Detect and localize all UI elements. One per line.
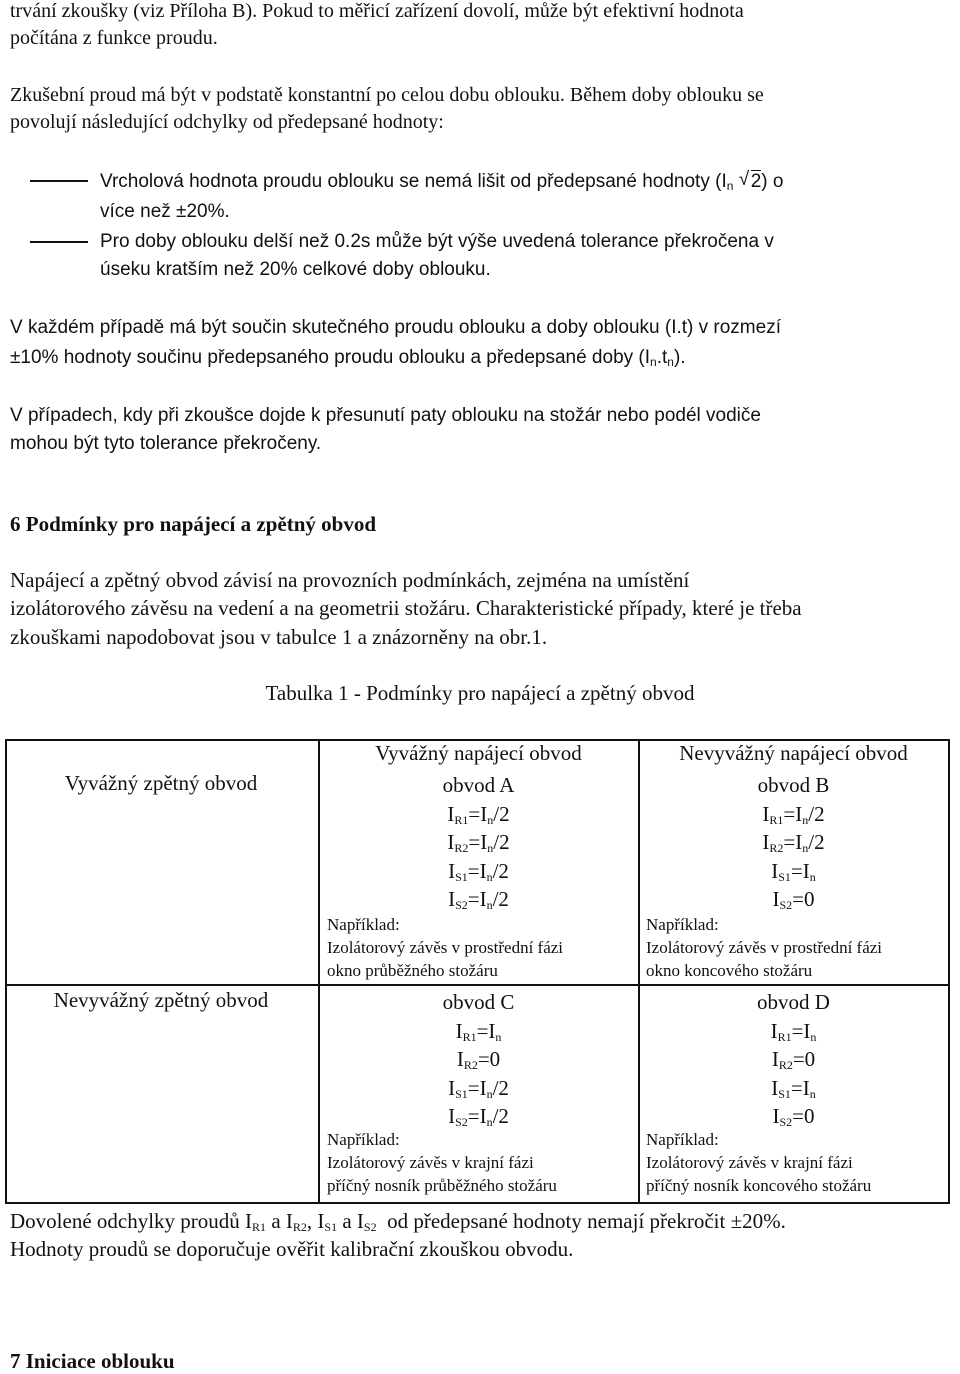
subscript: S2	[779, 1115, 793, 1129]
subscript: n	[667, 355, 674, 369]
paragraph-line: izolátorového závěsu na vedení a na geometrii stožáru. Charakteristické případy, které je třeba	[10, 596, 802, 620]
paragraph-line: Napájecí a zpětný obvod závisí na provozních podmínkách, zejména na umístění	[10, 568, 690, 592]
paragraph-line: V případech, kdy při zkoušce dojde k přesunutí paty oblouku na stožár nebo podél vodiče	[10, 405, 761, 426]
formula	[319, 828, 638, 857]
subscript: n	[486, 869, 493, 884]
bullet-item-1	[100, 168, 783, 195]
formula-eq: =I	[467, 887, 487, 911]
example-c	[327, 1128, 557, 1197]
subscript: n	[810, 1029, 817, 1044]
bullet-text: Vrcholová hodnota proudu oblouku se nemá lišit od předepsané hodnoty (I	[100, 171, 727, 192]
subscript: R1	[252, 1220, 267, 1234]
formula-symbol: I	[771, 858, 779, 883]
example-text: okno průběžného stožáru	[327, 961, 498, 980]
text: a I	[266, 1209, 293, 1233]
example-text: Izolátorový závěs v prostřední fázi	[646, 938, 883, 957]
formula-symbol: I	[448, 858, 456, 883]
cell-circuit-c	[319, 988, 638, 1131]
sqrt-radicand: 2	[750, 171, 762, 192]
formula-symbol: I	[772, 1104, 780, 1128]
subscript: n	[650, 355, 657, 369]
formula-eq: =0	[792, 1047, 816, 1071]
formula-eq: =I	[467, 858, 487, 883]
text: ±10% hodnoty součinu předepsaného proudu oblouku a předepsané doby (I	[10, 347, 651, 368]
text: ).	[673, 347, 686, 368]
formula-symbol: I	[448, 1104, 456, 1128]
formula-symbol: I	[448, 887, 456, 911]
table-border	[5, 1202, 950, 1204]
subscript: S1	[455, 869, 468, 884]
row-header: Vyvážný zpětný obvod	[64, 771, 258, 795]
example-a	[327, 913, 563, 982]
formula	[639, 800, 948, 829]
formula-eq: =I	[783, 801, 803, 826]
section-heading: 6 Podmínky pro napájecí a zpětný obvod	[10, 512, 376, 536]
formula-symbol: I	[770, 1018, 778, 1043]
subscript: S2	[363, 1220, 377, 1234]
subscript: n	[809, 1086, 816, 1101]
subscript: R2	[463, 1058, 478, 1072]
subscript: R2	[769, 841, 784, 855]
formula-eq: =0	[792, 887, 815, 911]
subscript: R2	[454, 841, 469, 855]
formula-eq: =0	[792, 1104, 815, 1128]
formula	[639, 885, 948, 914]
subscript: R2	[778, 1058, 793, 1072]
example-label: Například:	[646, 915, 719, 934]
formula-eq: =I	[791, 1018, 811, 1043]
subscript: R2	[292, 1220, 307, 1234]
formula	[639, 1017, 948, 1046]
cell-circuit-a	[319, 771, 638, 914]
example-text: okno koncového stožáru	[646, 961, 813, 980]
cell-title: obvod A	[442, 773, 515, 797]
subscript: n	[486, 1086, 493, 1101]
formula	[639, 1074, 948, 1103]
bullet-item-2-cont: úseku kratším než 20% celkové doby oblouku.	[100, 259, 491, 280]
column-header: Vyvážný napájecí obvod	[375, 741, 582, 765]
column-header: Nevyvážný napájecí obvod	[679, 741, 908, 765]
formula	[639, 857, 948, 886]
formula-tail: /2	[492, 887, 509, 911]
paragraph-line: povolují následující odchylky od předepsané hodnoty:	[10, 111, 444, 133]
example-text: Izolátorový závěs v krajní fázi	[327, 1153, 534, 1172]
formula	[639, 828, 948, 857]
paragraph-line: trvání zkoušky (viz Příloha B). Pokud to měřicí zařízení dovolí, může být efektivní hodnota	[10, 0, 744, 22]
table-border	[5, 984, 950, 986]
example-text: Izolátorový závěs v krajní fázi	[646, 1153, 853, 1172]
example-text: Izolátorový závěs v prostřední fázi	[327, 938, 564, 957]
row-header: Nevyvážný zpětný obvod	[53, 988, 269, 1012]
example-b	[646, 913, 882, 982]
formula-eq: =I	[467, 1104, 487, 1128]
subscript: S2	[455, 1115, 468, 1129]
formula-tail: /2	[808, 830, 825, 854]
formula-eq: =I	[783, 830, 803, 854]
cell-title: obvod C	[442, 990, 515, 1014]
formula-tail: /2	[492, 1104, 509, 1128]
subscript: S1	[778, 869, 791, 884]
formula-symbol: I	[448, 1075, 456, 1100]
subscript: S2	[455, 898, 468, 912]
formula-symbol: I	[456, 1047, 464, 1071]
formula-eq: =I	[467, 1075, 487, 1100]
bullet-item-1-cont: více než ±20%.	[100, 201, 230, 222]
subscript: S1	[455, 1086, 468, 1101]
paragraph-line: Hodnoty proudů se doporučuje ověřit kalibrační zkouškou obvodu.	[10, 1237, 574, 1261]
subscript: S2	[779, 898, 793, 912]
sqrt-symbol	[739, 168, 762, 195]
formula	[639, 1102, 948, 1131]
text: .t	[656, 347, 668, 368]
formula-tail: /2	[492, 858, 509, 883]
paragraph-line	[10, 1208, 786, 1235]
text: od předepsané hodnoty nemají překročit ±20%.	[376, 1209, 786, 1233]
text: Dovolené odchylky proudů I	[10, 1209, 253, 1233]
formula	[319, 1045, 638, 1074]
formula-symbol: I	[455, 1018, 463, 1043]
example-label: Například:	[327, 915, 400, 934]
subscript: n	[809, 869, 816, 884]
formula	[639, 1045, 948, 1074]
subscript: S1	[778, 1086, 791, 1101]
formula-eq: =0	[477, 1047, 501, 1071]
subscript: n	[802, 812, 809, 827]
subscript: n	[486, 1115, 493, 1129]
formula-eq: =I	[468, 830, 488, 854]
formula-eq: =I	[468, 801, 488, 826]
text: a I	[337, 1209, 364, 1233]
formula-symbol: I	[771, 1047, 779, 1071]
paragraph-line: Zkušební proud má být v podstatě konstantní po celou dobu oblouku. Během doby oblouku se	[10, 84, 764, 106]
formula-symbol: I	[447, 801, 455, 826]
formula	[319, 857, 638, 886]
subscript: S1	[324, 1220, 338, 1234]
formula-tail: /2	[493, 830, 510, 854]
table-border	[948, 739, 950, 1203]
subscript: n	[726, 179, 734, 193]
subscript: n	[486, 898, 493, 912]
formula-symbol: I	[762, 830, 770, 854]
formula-eq: =I	[790, 858, 810, 883]
example-text: příčný nosník průběžného stožáru	[327, 1176, 557, 1195]
cell-circuit-d	[639, 988, 948, 1131]
formula-symbol: I	[771, 1075, 779, 1100]
formula-eq: =I	[790, 1075, 810, 1100]
subscript: n	[487, 841, 494, 855]
subscript: n	[487, 812, 494, 827]
paragraph-line: zkouškami napodobovat jsou v tabulce 1 a znázorněny na obr.1.	[10, 625, 548, 649]
paragraph-line: mohou být tyto tolerance překročeny.	[10, 433, 322, 454]
formula-tail: /2	[493, 801, 510, 826]
formula	[319, 800, 638, 829]
example-d	[646, 1128, 871, 1197]
formula-symbol: I	[447, 830, 455, 854]
paragraph-line: V každém případě má být součin skutečného proudu oblouku a doby oblouku (I.t) v rozmezí	[10, 317, 781, 338]
bullet-dash	[30, 241, 88, 243]
cell-title: obvod B	[757, 773, 830, 797]
bullet-text: ) o	[761, 171, 784, 192]
table-caption: Tabulka 1 - Podmínky pro napájecí a zpětný obvod	[265, 681, 695, 705]
formula-symbol: I	[762, 801, 770, 826]
formula-tail: /2	[492, 1075, 509, 1100]
bullet-dash	[30, 180, 88, 182]
cell-title: obvod D	[757, 990, 830, 1014]
formula-tail: /2	[808, 801, 825, 826]
formula-symbol: I	[772, 887, 780, 911]
subscript: R1	[769, 812, 784, 827]
conditions-table	[5, 739, 950, 1203]
subscript: n	[802, 841, 809, 855]
cell-circuit-b	[639, 771, 948, 914]
table-border	[5, 739, 7, 1203]
example-label: Například:	[327, 1130, 400, 1149]
example-label: Například:	[646, 1130, 719, 1149]
subscript: R1	[454, 812, 469, 827]
bullet-item-2: Pro doby oblouku delší než 0.2s může být výše uvedená tolerance překročena v	[100, 231, 774, 252]
formula	[319, 885, 638, 914]
formula	[319, 1017, 638, 1046]
example-text: příčný nosník koncového stožáru	[646, 1176, 872, 1195]
paragraph-line	[10, 344, 686, 371]
subscript: R1	[777, 1029, 792, 1044]
formula	[319, 1074, 638, 1103]
formula-eq: =I	[476, 1018, 496, 1043]
section-heading: 7 Iniciace oblouku	[10, 1349, 175, 1373]
formula	[319, 1102, 638, 1131]
subscript: R1	[462, 1029, 477, 1044]
text: , I	[306, 1209, 325, 1233]
subscript: n	[495, 1029, 502, 1044]
paragraph-line: počítána z funkce proudu.	[10, 27, 218, 49]
